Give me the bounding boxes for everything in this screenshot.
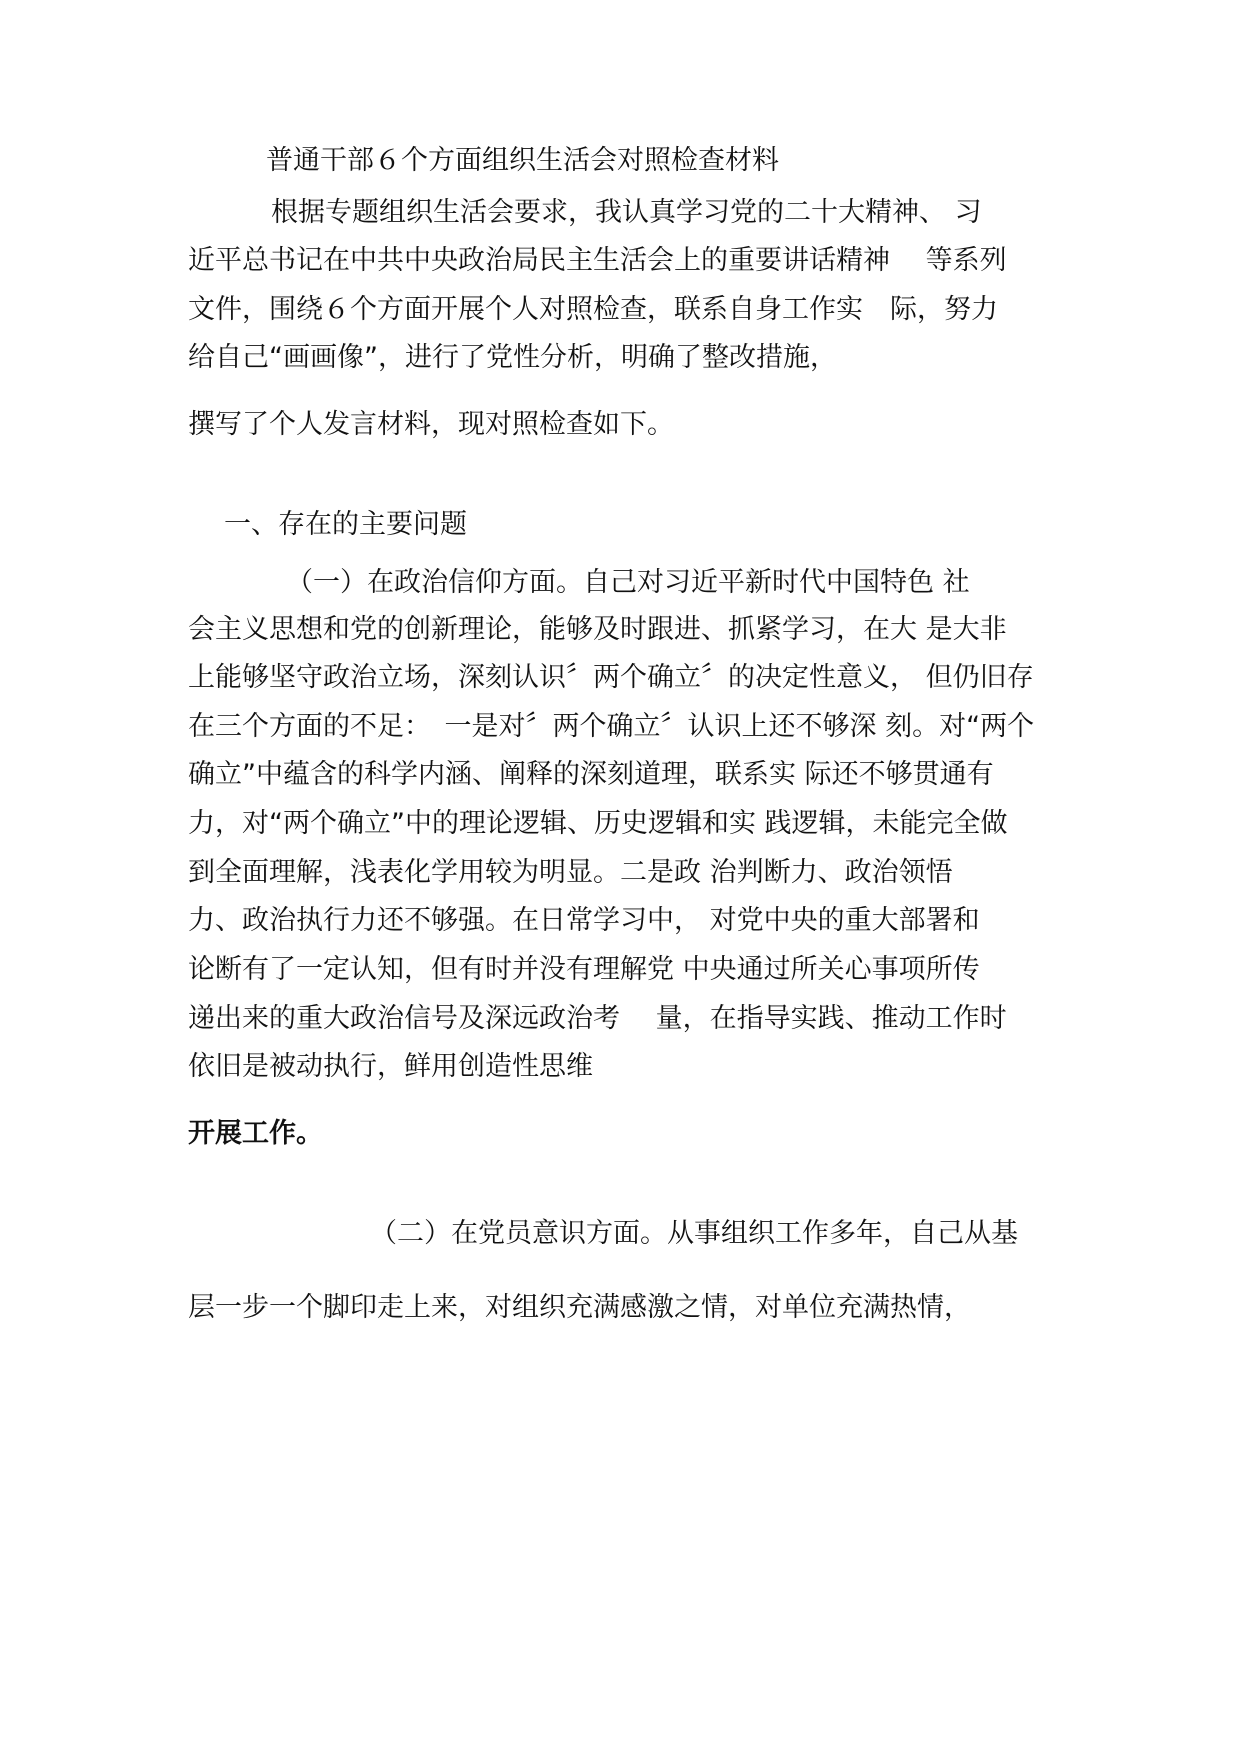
intro-line-2: 近平总书记在中共中央政治局民主生活会上的重要讲话精神 等系列 — [188, 245, 1007, 276]
intro-line-3: 文件，围绕６个方面开展个人对照检查，联系自身工作实 际，努力 — [188, 294, 998, 325]
part1-line-3: 上能够坚守政治立场，深刻认识〞两个确立〞的决定性意义， 但仍旧存 — [188, 662, 1034, 693]
part1-line-8: 力、政治执行力还不够强。在日常学习中， 对党中央的重大部署和 — [188, 905, 980, 936]
part1-line-10: 递出来的重大政治信号及深远政治考 量，在指导实践、推动工作时 — [188, 1003, 1007, 1034]
part1-line-9: 论断有了一定认知，但有时并没有理解党 中央通过所关心事项所传 — [188, 954, 980, 985]
section-heading: 一、存在的主要问题 — [224, 509, 467, 540]
part2-line-1: （二）在党员意识方面。从事组织工作多年，自己从基 — [370, 1218, 1018, 1249]
part1-line-6: 力，对“两个确立”中的理论逻辑、历史逻辑和实 践逻辑，未能完全做 — [188, 808, 1008, 839]
part1-line-5: 确立”中蕴含的科学内涵、阐释的深刻道理，联系实 际还不够贯通有 — [188, 759, 994, 790]
part1-line-7: 到全面理解，浅表化学用较为明显。二是政 治判断力、政治领悟 — [188, 857, 953, 888]
part1-line-2: 会主义思想和党的创新理论，能够及时跟进、抓紧学习，在大 是大非 — [188, 614, 1007, 645]
part1-line-11: 依旧是被动执行，鲜用创造性思维 — [188, 1051, 593, 1082]
part2-line-2: 层一步一个脚印走上来，对组织充满感激之情，对单位充满热情， — [188, 1292, 971, 1323]
part1-line-1: （一）在政治信仰方面。自己对习近平新时代中国特色 社 — [286, 567, 970, 598]
document-title: 普通干部６个方面组织生活会对照检查材料 — [266, 145, 779, 176]
intro-line-5: 撰写了个人发言材料，现对照检查如下。 — [188, 409, 674, 440]
intro-line-1: 根据专题组织生活会要求，我认真学习党的二十大精神、 习 — [271, 197, 982, 228]
intro-line-4: 给自己“画画像”，进行了党性分析，明确了整改措施， — [188, 342, 837, 373]
part1-line-4: 在三个方面的不足： 一是对〞两个确立〞认识上还不够深 刻。对“两个 — [188, 711, 1035, 742]
part1-line-12: 开展工作。 — [188, 1118, 323, 1149]
